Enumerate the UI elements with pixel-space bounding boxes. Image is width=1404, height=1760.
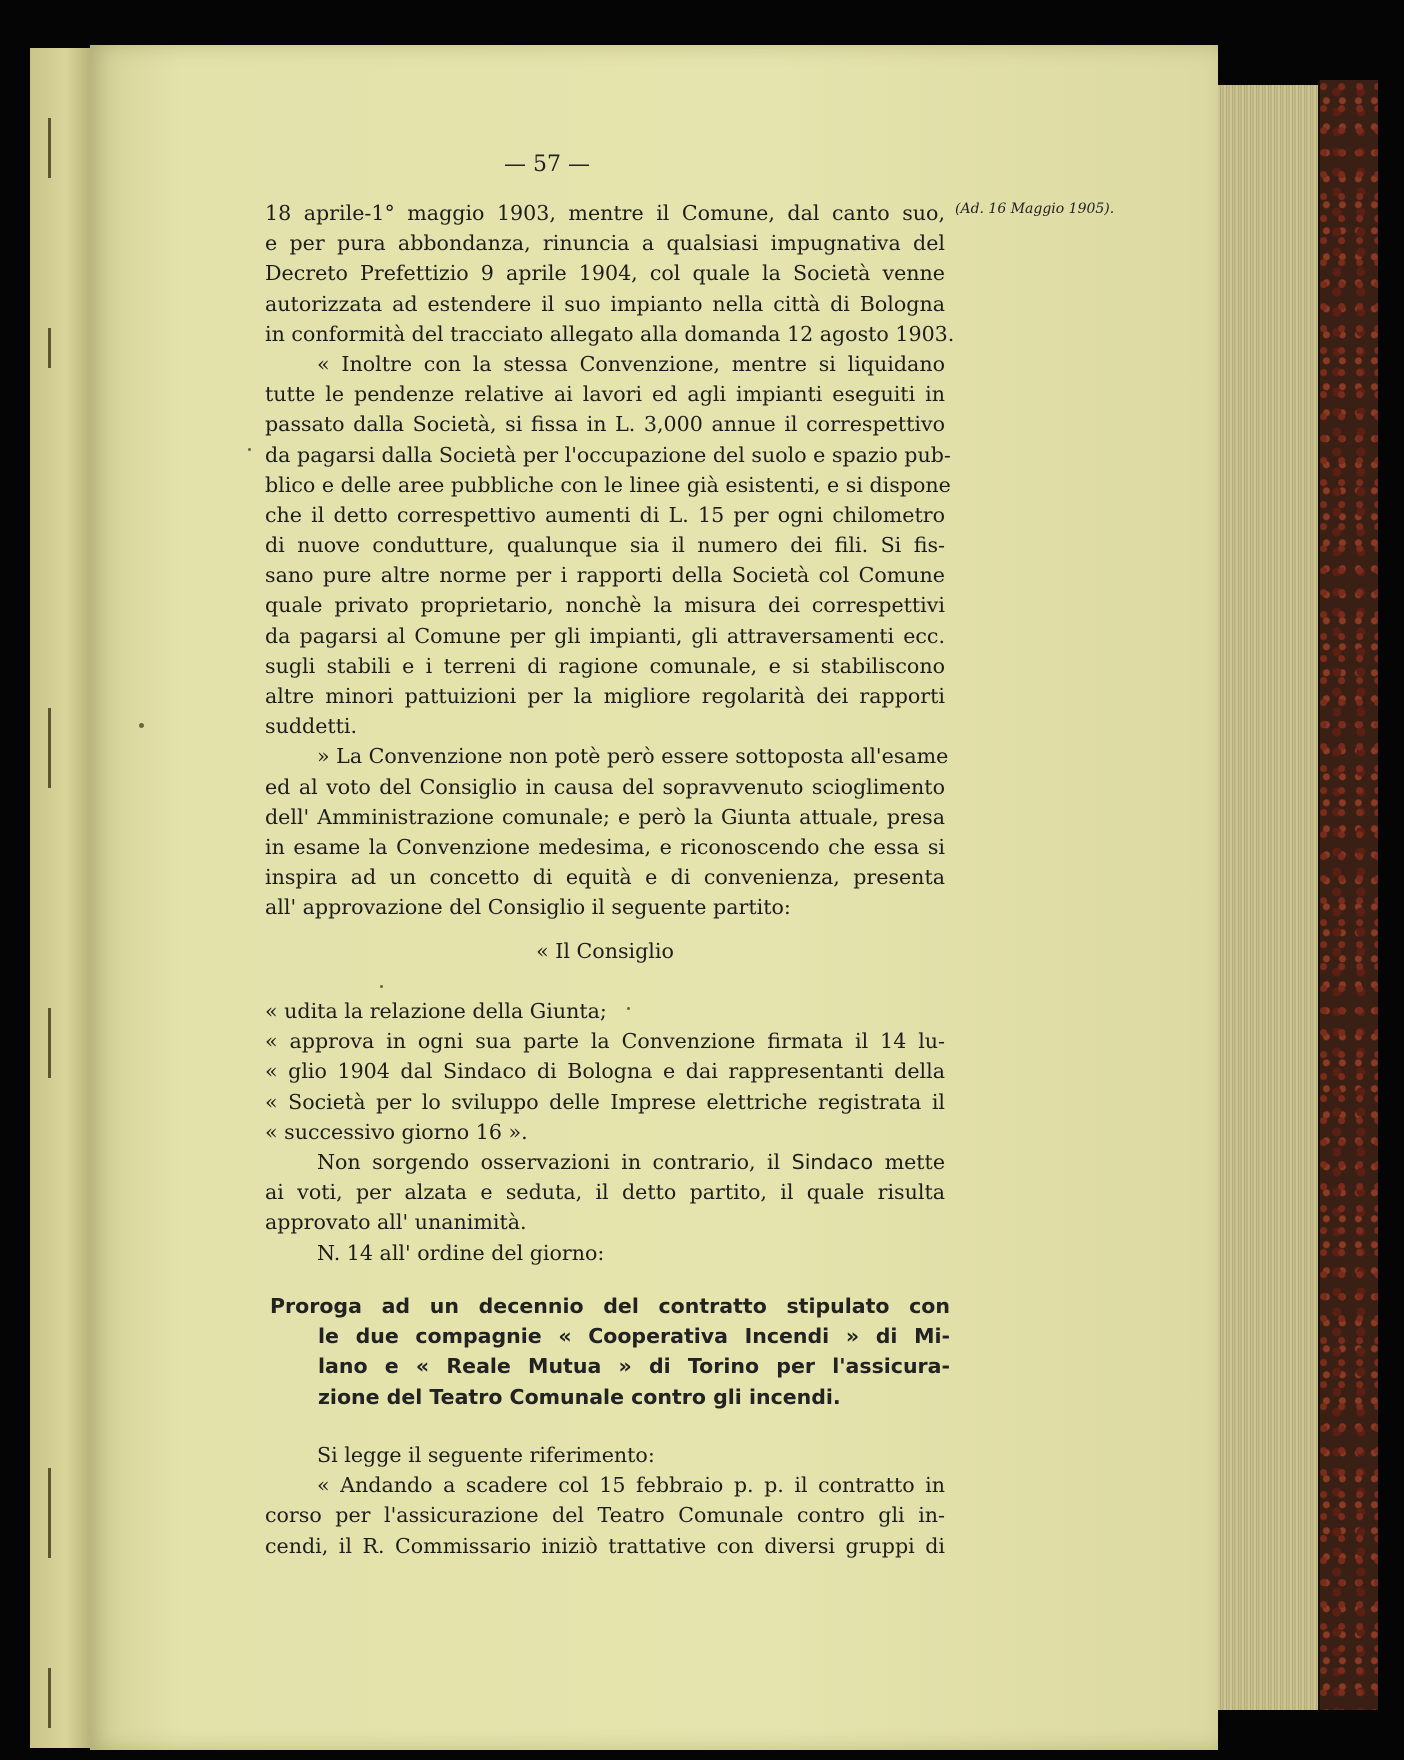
text-line: dell' Amministrazione comunale; e però la Giunta attuale, presa xyxy=(265,804,945,829)
text-line: cendi, il R. Commissario iniziò trattative con diversi gruppi di xyxy=(265,1533,945,1558)
page-number: — 57 — xyxy=(504,152,590,177)
text-line: corso per l'assicurazione del Teatro Comunale contro gli in- xyxy=(265,1503,945,1528)
text-line: e per pura abbondanza, rinuncia a qualsiasi impugnativa del xyxy=(265,231,945,256)
heading-line: le due compagnie « Cooperativa Incendi » di Mi- xyxy=(318,1324,950,1349)
text-line: » La Convenzione non potè però essere sottoposta all'esame xyxy=(317,744,949,769)
text-line: quale privato proprietario, nonchè la misura dei correspettivi xyxy=(265,593,945,618)
consiglio-title: « Il Consiglio xyxy=(536,939,674,963)
text-line: blico e delle aree pubbliche con le linee già esistenti, e si dispone xyxy=(265,472,951,497)
heading-line: Proroga ad un decennio del contratto stipulato con xyxy=(270,1294,950,1318)
section-heading xyxy=(270,1291,950,1412)
vote-block xyxy=(265,1147,945,1268)
text-fragment: Non sorgendo osservazioni in contrario, il xyxy=(317,1150,781,1174)
text-line: sano pure altre norme per i rapporti della Società col Comune xyxy=(265,563,945,588)
text-line: approvato all' unanimità. xyxy=(265,1210,527,1235)
consiglio-title-block xyxy=(265,936,945,966)
text-line: ai voti, per alzata e seduta, il detto partito, il quale risulta xyxy=(265,1180,945,1205)
text-line: in conformità del tracciato allegato alla domanda 12 agosto 1903. xyxy=(265,321,955,346)
body-text-block-4 xyxy=(265,1440,945,1561)
text-line: ed al voto del Consiglio in causa del sopravvenuto scioglimento xyxy=(265,774,945,799)
paper-speck xyxy=(627,1007,630,1010)
left-page-marks xyxy=(38,48,68,1748)
text-fragment: mette xyxy=(884,1150,946,1174)
text-line: suddetti. xyxy=(265,714,358,739)
text-line: « udita la relazione della Giunta; xyxy=(265,999,607,1023)
text-line: passato dalla Società, si fissa in L. 3,000 annue il correspettivo xyxy=(265,412,945,437)
heading-line: zione del Teatro Comunale contro gli incendi. xyxy=(318,1384,841,1409)
text-line: da pagarsi al Comune per gli impianti, gli attraversamenti ecc. xyxy=(265,623,945,648)
text-line: all' approvazione del Consiglio il seguente partito: xyxy=(265,895,791,920)
text-line: N. 14 all' ordine del giorno: xyxy=(317,1240,605,1265)
paper-speck xyxy=(139,723,144,728)
margin-note-date: (Ad. 16 Maggio 1905). xyxy=(955,201,1115,217)
text-line: sugli stabili e i terreni di ragione comunale, e si stabiliscono xyxy=(265,653,945,678)
text-line: « Inoltre con la stessa Convenzione, mentre si liquidano xyxy=(317,351,945,376)
text-line: « successivo giorno 16 ». xyxy=(265,1119,528,1144)
text-line: da pagarsi dalla Società per l'occupazione del suolo e spazio pub- xyxy=(265,442,951,467)
text-line: altre minori pattuizioni per la migliore regolarità dei rapporti xyxy=(265,684,945,708)
text-line: autorizzata ad estendere il suo impianto nella città di Bologna xyxy=(265,291,945,316)
body-text-block-1 xyxy=(265,198,955,923)
text-line: Decreto Prefettizio 9 aprile 1904, col quale la Società venne xyxy=(265,261,945,286)
text-line: 18 aprile-1° maggio 1903, mentre il Comune, dal canto suo, xyxy=(265,201,945,225)
paper-speck xyxy=(380,985,383,988)
paper-speck xyxy=(248,448,251,451)
text-line: tutte le pendenze relative ai lavori ed agli impianti eseguiti in xyxy=(265,382,945,407)
book-marbled-cover xyxy=(1318,80,1378,1710)
text-line: « Società per lo sviluppo delle Imprese elettriche registrata il xyxy=(265,1089,945,1114)
text-line: in esame la Convenzione medesima, e riconoscendo che essa si xyxy=(265,834,945,859)
sindaco-label: Sindaco xyxy=(791,1150,874,1174)
text-line xyxy=(265,1147,945,1177)
text-line: « Andando a scadere col 15 febbraio p. p. il contratto in xyxy=(317,1473,945,1498)
text-line: che il detto correspettivo aumenti di L. 15 per ogni chilometro xyxy=(265,502,945,527)
resolution-block xyxy=(265,996,945,1147)
text-line: « approva in ogni sua parte la Convenzione firmata il 14 lu- xyxy=(265,1029,945,1054)
left-page-edge xyxy=(30,48,92,1748)
heading-line: lano e « Reale Mutua » di Torino per l'assicura- xyxy=(318,1354,950,1379)
text-line: Si legge il seguente riferimento: xyxy=(317,1443,655,1467)
text-line: di nuove condutture, qualunque sia il numero dei fili. Si fis- xyxy=(265,533,945,558)
text-line: « glio 1904 dal Sindaco di Bologna e dai rappresentanti della xyxy=(265,1059,945,1084)
text-line: inspira ad un concetto di equità e di convenienza, presenta xyxy=(265,865,945,890)
